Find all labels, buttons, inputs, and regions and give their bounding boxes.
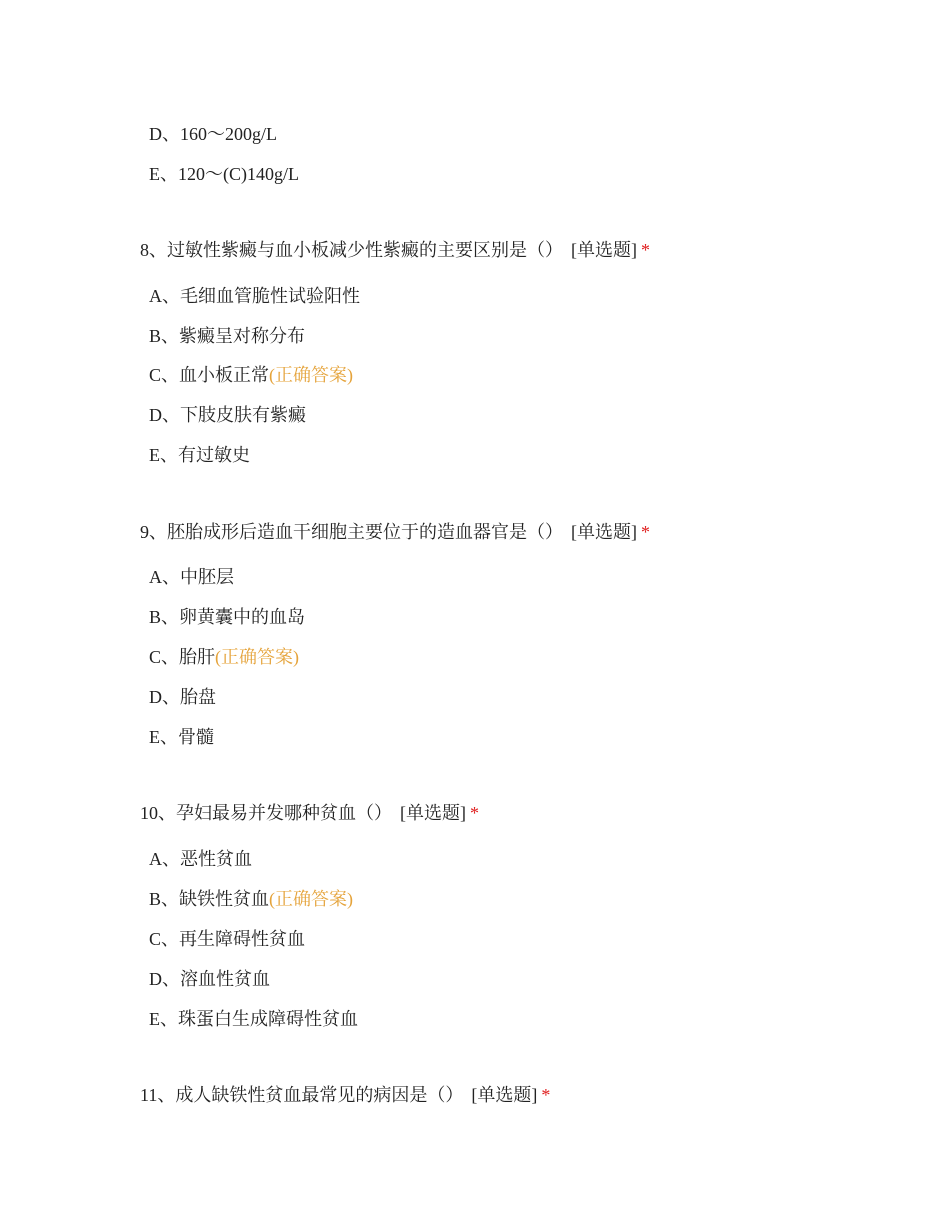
option-item (149, 443, 250, 467)
option-item (149, 725, 214, 749)
option-item (149, 927, 305, 951)
option-text: A、恶性贫血 (149, 849, 252, 869)
option-text: E、120～(C)140g/L (149, 164, 299, 184)
option-item (149, 645, 299, 669)
question-title (140, 1083, 550, 1107)
question-text: 10、孕妇最易并发哪种贫血（） (140, 803, 392, 823)
option-text: D、溶血性贫血 (149, 969, 270, 989)
option-item (149, 685, 216, 709)
question-text: 9、胚胎成形后造血干细胞主要位于的造血器官是（） (140, 522, 563, 542)
question-type: [单选题] (571, 522, 637, 542)
option-item (149, 162, 299, 186)
question-title (140, 801, 479, 825)
required-marker: * (470, 803, 479, 823)
question-type: [单选题] (571, 240, 637, 260)
option-item (149, 403, 306, 427)
option-text: E、珠蛋白生成障碍性贫血 (149, 1009, 358, 1029)
question-text: 11、成人缺铁性贫血最常见的病因是（） (140, 1085, 464, 1105)
required-marker: * (641, 240, 650, 260)
option-item (149, 887, 353, 911)
option-text: C、血小板正常 (149, 365, 270, 385)
option-text: C、再生障碍性贫血 (149, 929, 306, 949)
correct-answer-tag: (正确答案) (269, 889, 354, 909)
correct-answer-tag: (正确答案) (215, 647, 300, 667)
option-item (149, 1007, 358, 1031)
question-type: [单选题] (400, 803, 466, 823)
question-text: 8、过敏性紫癜与血小板减少性紫癜的主要区别是（） (140, 240, 563, 260)
required-marker: * (641, 522, 650, 542)
required-marker: * (541, 1085, 551, 1105)
option-text: B、卵黄囊中的血岛 (149, 607, 306, 627)
option-text: E、骨髓 (149, 727, 214, 747)
option-item (149, 565, 234, 589)
question-title (140, 238, 650, 262)
option-item (149, 122, 277, 146)
option-text: D、160～200g/L (149, 124, 277, 144)
option-text: B、紫癜呈对称分布 (149, 326, 306, 346)
option-item (149, 847, 252, 871)
option-item (149, 363, 353, 387)
option-item (149, 967, 270, 991)
option-item (149, 284, 360, 308)
question-type: [单选题] (471, 1085, 538, 1105)
option-item (149, 605, 305, 629)
option-text: E、有过敏史 (149, 445, 250, 465)
option-text: A、毛细血管脆性试验阳性 (149, 286, 360, 306)
option-text: D、胎盘 (149, 687, 216, 707)
option-item (149, 324, 305, 348)
option-text: C、胎肝 (149, 647, 216, 667)
option-text: A、中胚层 (149, 567, 234, 587)
option-text: D、下肢皮肤有紫癜 (149, 405, 306, 425)
question-title (140, 520, 650, 544)
correct-answer-tag: (正确答案) (269, 365, 354, 385)
option-text: B、缺铁性贫血 (149, 889, 270, 909)
